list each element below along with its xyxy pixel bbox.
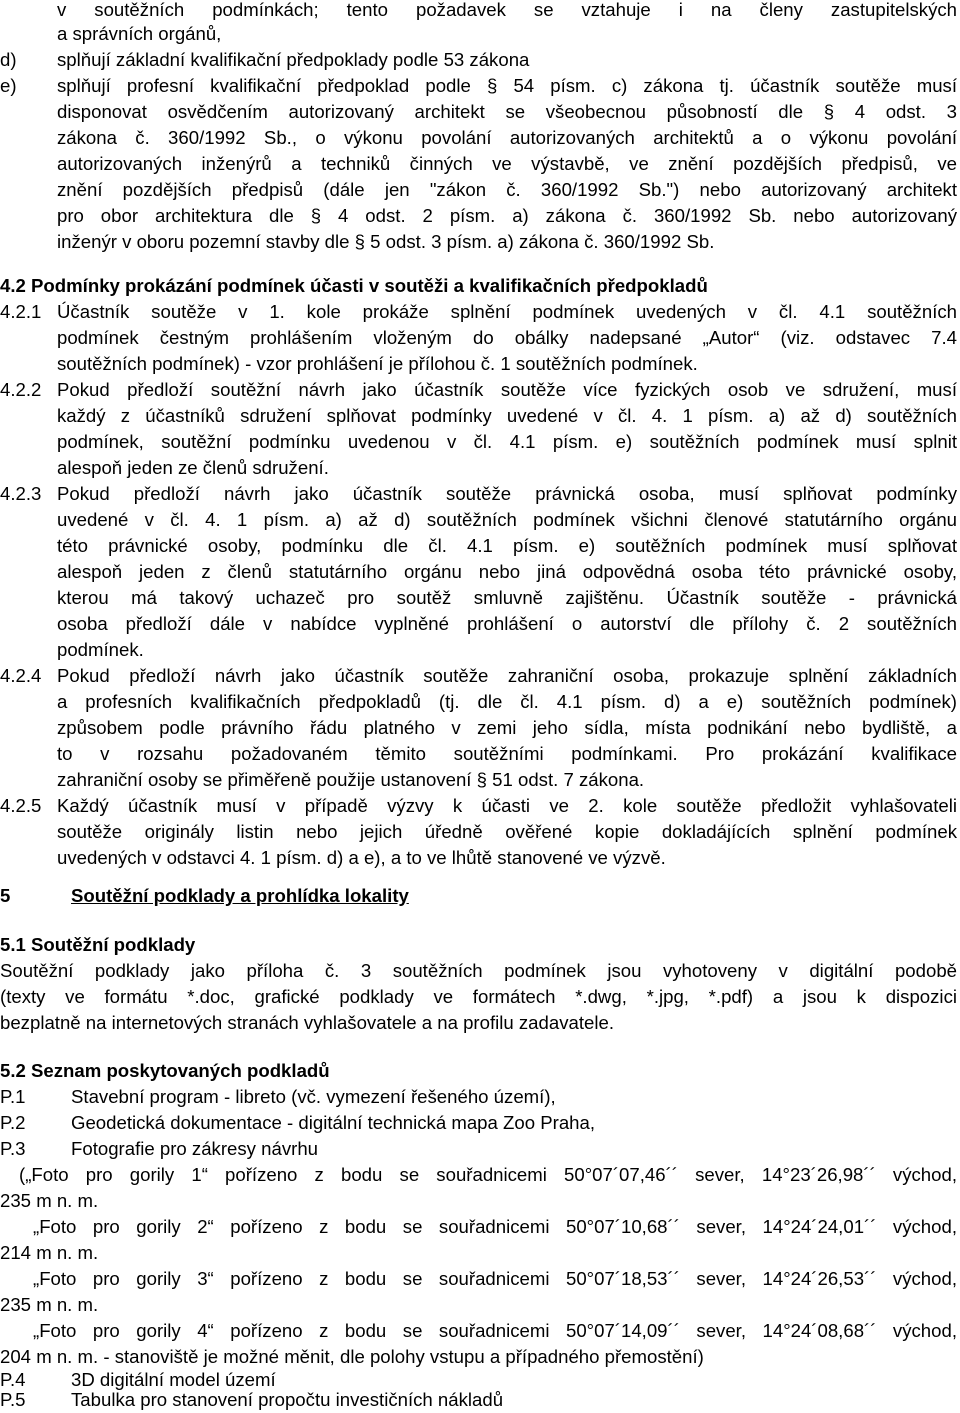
text-line: Každý účastník musí v případě výzvy k účasti ve 2. kole soutěže předložit vyhlašovateli (57, 795, 957, 816)
text-line: a profesních kvalifikačních předpokladů (tj. dle čl. 4.1 písm. d) a e) soutěžních podmínek) (57, 691, 957, 712)
list-item-code: P.1 (0, 1086, 26, 1107)
photo-line: „Foto pro gorily 4“ pořízeno z bodu se souřadnicemi 50°07´14,09´´ sever, 14°24´08,68´´ východ, (33, 1320, 957, 1341)
text-line: způsobem podle právního řádu platného v zemi jeho sídla, místa podnikání nebo bydliště, a (57, 717, 957, 738)
paragraph-number: 4.2.3 (0, 483, 42, 504)
list-item-code: P.2 (0, 1112, 26, 1133)
text-line: podmínek, soutěžní podmínku uvedenou v čl. 4.1 písm. e) soutěžních podmínek musí splnit (57, 431, 957, 452)
text-line: zahraniční osoby se přiměřeně použije ustanovení § 51 odst. 7 zákona. (57, 769, 645, 790)
text-line: znění pozdějších předpisů (dále jen "zákon č. 360/1992 Sb.") nebo autorizovaný architekt (57, 179, 957, 200)
photo-line: 214 m n. m. (0, 1242, 99, 1263)
photo-line: 235 m n. m. (0, 1294, 99, 1315)
text-line: Soutěžní podklady jako příloha č. 3 soutěžních podmínek jsou vyhotoveny v digitální podobě (0, 960, 957, 981)
text-line: v soutěžních podmínkách; tento požadavek se vztahuje i na členy zastupitelských (57, 0, 957, 20)
text-line: kterou má takový uchazeč pro soutěž smluvně zajištěnu. Účastník soutěže - právnická (57, 587, 957, 608)
text-line: podmínek čestným prohlášením vloženým do obálky nadepsané „Autor“ (viz. odstavec 7.4 (57, 327, 957, 348)
list-item-text: Tabulka pro stanovení propočtu investičních nákladů (71, 1389, 504, 1410)
section-heading-5-2: 5.2 Seznam poskytovaných podkladů (0, 1060, 330, 1081)
paragraph-number: 4.2.4 (0, 665, 42, 686)
item-d-text: splňují základní kvalifikační předpoklady podle 53 zákona (57, 49, 530, 70)
text-line: podmínek. (57, 639, 144, 660)
text-line: této právnické osoby, podmínku dle čl. 4.1 písm. e) soutěžních podmínek musí splňovat (57, 535, 957, 556)
text-line: splňují profesní kvalifikační předpoklad podle § 54 písm. c) zákona tj. účastník soutěže musí (57, 75, 957, 96)
text-line: alespoň jeden ze členů sdružení. (57, 457, 329, 478)
text-line: alespoň jeden z členů statutárního orgánu nebo jiná odpovědná osoba této právnické osoby, (57, 561, 957, 582)
photo-line: „Foto pro gorily 3“ pořízeno z bodu se souřadnicemi 50°07´18,53´´ sever, 14°24´26,53´´ východ, (33, 1268, 957, 1289)
text-line: Pokud předloží návrh jako účastník soutěže právnická osoba, musí splňovat podmínky (57, 483, 957, 504)
text-line: osoba předloží dále v nabídce vyplněné prohlášení o autorství dle přílohy č. 2 soutěžních (57, 613, 957, 634)
text-line: pro obor architektura dle § 4 odst. 2 písm. a) zákona č. 360/1992 Sb. nebo autorizovaný (57, 205, 957, 226)
list-item-code: P.3 (0, 1138, 26, 1159)
text-line: inženýr v oboru pozemní stavby dle § 5 odst. 3 písm. a) zákona č. 360/1992 Sb. (57, 231, 715, 252)
section-heading-4-2: 4.2 Podmínky prokázání podmínek účasti v soutěži a kvalifikačních předpokladů (0, 275, 708, 296)
list-item-text: Fotografie pro zákresy návrhu (71, 1138, 319, 1159)
list-item-text: Geodetická dokumentace - digitální technická mapa Zoo Praha, (71, 1112, 596, 1133)
text-line: Pokud předloží soutěžní návrh jako účastník soutěže více fyzických osob ve sdružení, musí (57, 379, 957, 400)
text-line: uvedené v čl. 4. 1 písm. a) až d) soutěžních podmínek všichni členové statutárního orgánu (57, 509, 957, 530)
list-item-code: P.4 (0, 1369, 26, 1390)
item-label-d: d) (0, 49, 17, 70)
text-line: disponovat osvědčením autorizovaný architekt se všeobecnou působností dle § 4 odst. 3 (57, 101, 957, 122)
text-line: a správních orgánů, (57, 23, 222, 44)
section-number-5: 5 (0, 885, 11, 906)
text-line: to v rozsahu požadovaném těmito soutěžními podmínkami. Pro prokázání kvalifikace (57, 743, 957, 764)
text-line: Pokud předloží návrh jako účastník soutěže zahraniční osoba, prokazuje splnění základních (57, 665, 957, 686)
section-heading-5-1: 5.1 Soutěžní podklady (0, 934, 196, 955)
text-line: bezplatně na internetových stranách vyhlašovatele a na profilu zadavatele. (0, 1012, 614, 1033)
item-label-e: e) (0, 75, 17, 96)
paragraph-number: 4.2.5 (0, 795, 42, 816)
list-item-text: Stavební program - libreto (vč. vymezení řešeného území), (71, 1086, 556, 1107)
photo-line: „Foto pro gorily 2“ pořízeno z bodu se souřadnicemi 50°07´10,68´´ sever, 14°24´24,01´´ východ, (33, 1216, 957, 1237)
paragraph-number: 4.2.1 (0, 301, 42, 322)
text-line: soutěžních podmínek) - vzor prohlášení je přílohou č. 1 soutěžních podmínek. (57, 353, 698, 374)
text-line: zákona č. 360/1992 Sb., o výkonu povolání autorizovaných architektů a o výkonu povolání (57, 127, 957, 148)
text-line: (texty ve formátu *.doc, grafické podklady ve formátech *.dwg, *.jpg, *.pdf) a jsou k dispozici (0, 986, 957, 1007)
list-item-text: 3D digitální model území (71, 1369, 276, 1390)
paragraph-number: 4.2.2 (0, 379, 42, 400)
photo-line: 235 m n. m. (0, 1190, 99, 1211)
text-line: každý z účastníků sdružení splňovat podmínky uvedené v čl. 4. 1 písm. a) až d) soutěžních (57, 405, 957, 426)
photo-line: 204 m n. m. - stanoviště je možné měnit, dle polohy vstupu a případného přemostění) (0, 1346, 704, 1367)
list-item-code: P.5 (0, 1389, 26, 1410)
text-line: soutěže originály listin nebo jejich úředně ověřené kopie dokladájících splnění podmínek (57, 821, 957, 842)
photo-line: („Foto pro gorily 1“ pořízeno z bodu se souřadnicemi 50°07´07,46´´ sever, 14°23´26,98´´ východ, (19, 1164, 957, 1185)
text-line: autorizovaných inženýrů a techniků činných ve výstavbě, ve znění pozdějších předpisů, ve (57, 153, 957, 174)
section-title-5: Soutěžní podklady a prohlídka lokality (71, 885, 409, 906)
text-line: Účastník soutěže v 1. kole prokáže splnění podmínek uvedených v čl. 4.1 soutěžních (57, 301, 957, 322)
text-line: uvedených v odstavci 4. 1 písm. d) a e), a to ve lhůtě stanovené ve výzvě. (57, 847, 666, 868)
